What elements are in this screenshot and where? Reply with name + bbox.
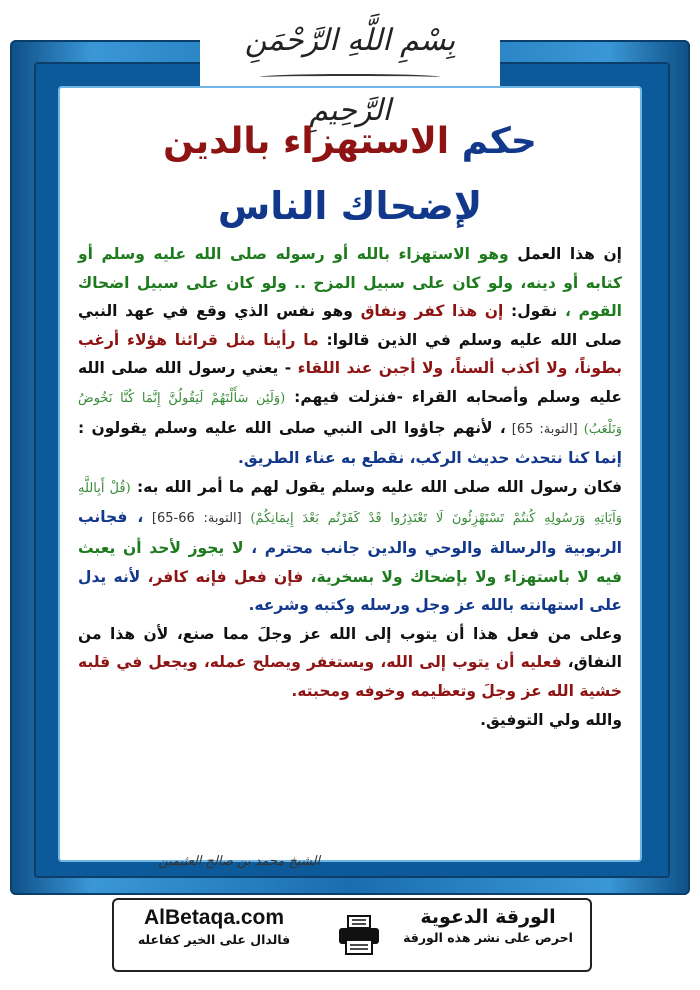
title-word-3: بالدين xyxy=(163,121,271,162)
basmala-text: بِسْمِ اللَّهِ الرَّحْمَنِ الرَّحِيمِ xyxy=(244,23,456,128)
text-run: - يعني رسول الله صلى الله عليه وسلم وأصحابه القراء -فنزلت فيهم: xyxy=(78,359,622,406)
text-run: ، فجانب الربوبية والرسالة والوحي والدين جانب محترم ، xyxy=(78,508,622,557)
text-run: إن هذا العمل xyxy=(508,245,622,263)
text-run: وهو الاستهزاء بالله أو رسوله صلى الله عليه وسلم أو كتابه أو دينه، ولو كان على سبيل المزح .. ولو كان على سبيل اضحاك القوم ، xyxy=(78,245,622,321)
text-run: إن هذا كفر ونفاق xyxy=(360,302,504,321)
text-run: فإن فعل فإنه كافر، xyxy=(140,567,311,586)
verse-reference: [التوبة: 65] xyxy=(505,421,584,437)
paragraph-1 xyxy=(78,240,622,473)
paragraph-3 xyxy=(78,620,622,734)
text-run: وعلى من فعل هذا أن يتوب إلى الله عز وجلَ مما صنع، لأن هذا من النفاق، xyxy=(78,624,622,672)
basmala-ornament xyxy=(260,74,440,80)
footer-banner xyxy=(112,898,592,972)
printer-icon xyxy=(336,914,382,956)
text-run: لا يجوز لأحد أن يعبث فيه لا باستهزاء ولا بإضحاك ولا بسخرية، xyxy=(78,538,622,586)
text-run: ما رأينا مثل قرائنا هؤلاء أرغب بطوناً، ولا أكذب ألسناً، ولا أجبن عند اللقاء xyxy=(78,330,622,378)
author-signature: الشيخ محمد بن صالح العثيمين xyxy=(158,854,320,869)
site-link[interactable]: AlBetaqa.com xyxy=(143,906,285,929)
text-run: فعليه أن يتوب إلى الله، ويستغفر ويصلح عمله، ويجعل في قلبه خشية الله عز وجلَ وتعظيمه وخوفه ومحبته. xyxy=(78,653,622,700)
text-run: لأنه يدل على استهانته بالله عز وجل ورسله وكتبه وشرعه. xyxy=(78,567,622,615)
paragraph-2 xyxy=(78,473,622,620)
text-run: ، لأنهم جاؤوا الى النبي صلى الله عليه وسلم يقولون : xyxy=(78,418,506,437)
title-word-2: الاستهزاء xyxy=(282,121,450,162)
paper-title: الورقة الدعوية xyxy=(420,906,556,928)
quran-verse: (قُلْ أَبِاللَّهِ وَآيَاتِهِ وَرَسُولِهِ كُنتُمْ تَسْتَهْزِئُونَ لَا تَعْتَذِرُوا قَدْ كَفَرْتُم بَعْدَ إِيمَانِكُمْ) xyxy=(78,480,622,527)
text-run: والله ولي التوفيق. xyxy=(480,710,622,729)
text-run: إنما كنا نتحدث حديث الركب، نقطع به عناء الطريق. xyxy=(237,449,622,468)
text-run: نقول: xyxy=(503,302,566,321)
page-title xyxy=(60,118,640,166)
article-body xyxy=(78,240,622,734)
title-word-1: حكم xyxy=(461,121,537,162)
site-slogan: فالدال على الخير كفاعله xyxy=(137,932,291,947)
quran-verse: (وَلَئِن سَأَلْتَهُمْ لَيَقُولُنَّ إِنَّمَا كُنَّا نَخُوضُ وَنَلْعَبُ) xyxy=(78,390,622,437)
footer-site-block xyxy=(114,900,314,970)
footer-paper-block xyxy=(394,900,582,970)
text-run: فكان رسول الله صلى الله عليه وسلم يقول لهم ما أمر الله به: xyxy=(130,477,622,496)
text-run: وهو نفس الذي وقع في عهد النبي صلى الله عليه وسلم في الذين قالوا: xyxy=(78,302,622,349)
page-subtitle: لإضحاك الناس xyxy=(217,184,483,228)
verse-reference: [التوبة: 66-65] xyxy=(143,511,251,527)
paper-slogan: احرص على نشر هذه الورقة xyxy=(403,930,573,945)
basmala-header xyxy=(200,6,500,128)
